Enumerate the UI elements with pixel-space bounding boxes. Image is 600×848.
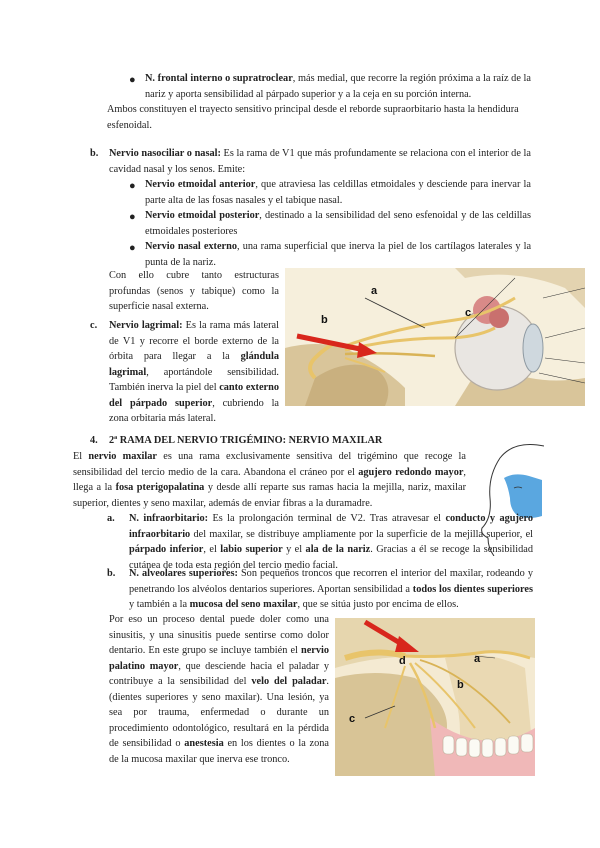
etmoidal-anterior-item: Nervio etmoidal anterior, que atraviesa las celdillas etmoidales y desciende para inervar la parte alta de las fosas nasales y el tabique nasal. <box>145 179 531 206</box>
nasociliar-closing: Con ello cubre tanto estructuras profundas (senos y tabique) como la superficie nasal externa. <box>109 270 279 312</box>
figure-label-c: c <box>349 713 356 725</box>
figure-label-a: a <box>474 653 481 665</box>
supratroclear-paragraph: N. frontal interno o supratroclear, más medial, que recorre la región próxima a la raíz de la nariz y aporta sensibilidad al párpado superior y a la ceja en su porción interna. <box>145 73 531 100</box>
list-label-b: b. <box>90 148 99 159</box>
section-heading: 2ª RAMA DEL NERVIO TRIGÉMINO: NERVIO MAXILAR <box>109 435 383 446</box>
orbit-anatomy-figure <box>285 268 585 406</box>
figure-label-b: b <box>321 314 328 326</box>
figure-label-b: b <box>457 679 464 691</box>
alveolares-clinical-paragraph: Por eso un proceso dental puede doler como una sinusitis, y una sinusitis puede sentirse como dolor dentario. En este grupo se incluye también el nervio palatino mayor, que desciende hacia el paladar y contribuye a la sensibilidad del velo del paladar. (dientes superiores y seno maxilar). Una lesión, ya sea por trauma, enfermedad o durante un procedimiento odontológico, resultará en la pérdida de sensibilidad o anestesia en los dientes o la zona de la mucosa maxilar que inerva ese tronco. <box>109 614 330 765</box>
nasociliar-intro: Nervio nasociliar o nasal: Es la rama de V1 que más profundamente se relaciona con el interior de la cavidad nasal y los senos. Emite: <box>109 148 531 175</box>
maxilla-illustration <box>335 618 535 776</box>
alveolares-paragraph: N. alveolares superiores: Son pequeños troncos que recorren el interior del maxilar, rodeando y penetrando los alvéolos dentarios superiores. Aportan sensibilidad a todos los dientes superiores y también a la mucosa del seno maxilar, que se sitúa justo por encima de ellos. <box>129 568 533 610</box>
etmoidal-posterior-item: Nervio etmoidal posterior, destinado a la sensibilidad del seno esfenoidal y de las celdillas etmoidales posteriores <box>145 210 531 237</box>
orbit-illustration <box>285 268 585 406</box>
bullet-dot: ● <box>129 211 136 223</box>
maxillary-nerve-figure <box>335 618 535 776</box>
list-label-a: a. <box>107 513 115 524</box>
list-label-c: c. <box>90 320 98 331</box>
bullet-dot: ● <box>129 74 136 86</box>
bullet-dot: ● <box>129 242 136 254</box>
figure-label-a: a <box>371 285 378 297</box>
figure-label-c: c <box>465 307 472 319</box>
section-number: 4. <box>90 435 98 446</box>
list-label-b: b. <box>107 568 116 579</box>
figure-label-d: d <box>399 655 406 667</box>
maxilar-paragraph: El nervio maxilar es una rama exclusivamente sensitiva del trigémino que recoge la sensibilidad del tercio medio de la cara. Abandona el cráneo por el agujero redondo mayor, llega a la fosa pterigopalatina y desde allí reparte sus ramas hacia la mejilla, nariz, maxilar superior, dientes y seno maxilar, además de enviar fibras a la duramadre. <box>73 451 466 509</box>
bullet-dot: ● <box>129 180 136 192</box>
infraorbitario-paragraph: N. infraorbitario: Es la prolongación terminal de V2. Tras atravesar el conducto y agujero infraorbitario del maxilar, se distribuye ampliamente por la superficie de la mejilla superior, el párpado inferior, el labio superior y el ala de la nariz. Gracias a él se recoge la sensibilidad cutánea de toda esta región del tercio medio facial. <box>129 513 534 571</box>
nasal-externo-item: Nervio nasal externo, una rama superficial que inerva la piel de los cartílagos laterales y la punta de la nariz. <box>145 241 532 268</box>
lagrimal-paragraph: Nervio lagrimal: Es la rama más lateral de V1 y recorre el borde externo de la órbita para llegar a la glándula lagrimal, aportándole sensibilidad. También inerva la piel del canto externo del párpado superior, cubriendo la zona orbitaria más lateral. <box>109 320 280 424</box>
summary-paragraph: Ambos constituyen el trayecto sensitivo principal desde el reborde supraorbitario hasta la hendidura esfenoidal. <box>107 104 519 131</box>
